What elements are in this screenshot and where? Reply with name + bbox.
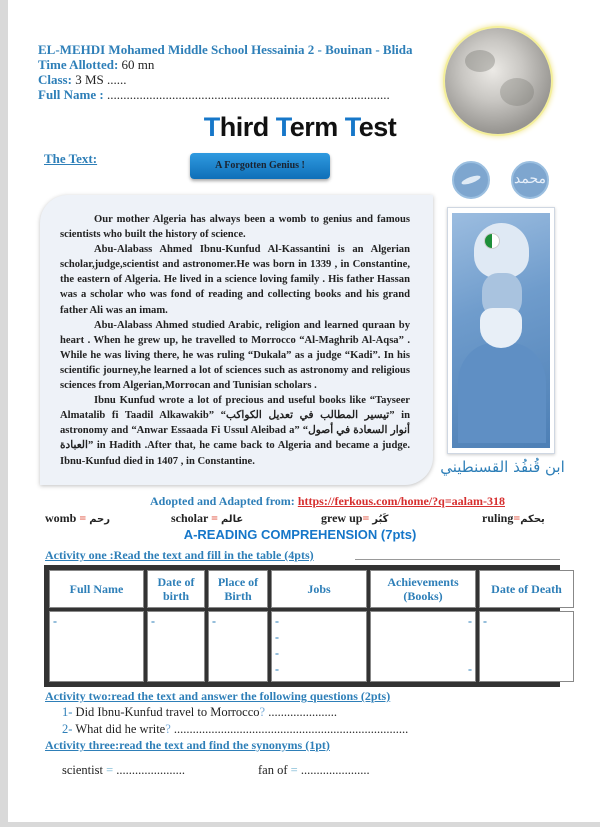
page-title: Third Term Test	[203, 112, 397, 142]
divider	[355, 559, 560, 560]
the-text-label: The Text:	[44, 151, 98, 166]
source-link[interactable]: https://ferkous.com/home/?q=aalam-318	[297, 494, 505, 508]
answer-table	[44, 565, 560, 687]
full-name-line: Full Name : .......................................................................................	[38, 87, 390, 102]
table-header: Achievements (Books)	[370, 570, 476, 608]
calligraphy-logo-icon: محمد	[511, 161, 549, 199]
glossary-item: grew up= كَبُر	[321, 511, 389, 525]
answer-blank[interactable]: ......................	[297, 763, 370, 777]
table-header: Full Name	[49, 570, 144, 608]
portrait-frame	[447, 207, 555, 454]
portrait-image	[452, 213, 550, 448]
passage-paragraph: Our mother Algeria has always been a womb to genius and famous scientists who built the history of science.	[60, 214, 410, 241]
answer-blank[interactable]: ...........................................................................	[170, 722, 409, 736]
glossary-item: scholar = عالم	[171, 511, 244, 525]
time-allotted: Time Allotted: 60 mn	[38, 57, 155, 72]
synonym-item: fan of = ......................	[258, 763, 370, 777]
glossary-item: womb = رحم	[45, 511, 110, 525]
answer-blank[interactable]: ......................	[265, 705, 337, 719]
table-cell-date-of-birth[interactable]: -	[147, 611, 205, 682]
passage-title-banner: A Forgotten Genius !	[190, 153, 330, 179]
activity-two-title: Activity two:read the text and answer the following questions (2pts)	[45, 689, 391, 703]
table-header: Date of Death	[479, 570, 574, 608]
activity-one-title: Activity one :Read the text and fill in the table (4pts)	[45, 548, 314, 562]
table-cell-achievements[interactable]: - -	[370, 611, 476, 682]
question-1: 1- Did Ibnu-Kunfud travel to Morrocco? ......................	[62, 705, 337, 719]
passage-paragraph: Ibnu Kunfud wrote a lot of precious and useful books like “Tayseer Almatalib fi Taadil Alkawakib” “تيسير المطالب في تعديل الكواكب” in astronomy and “Anwar Essaada Fi Ussul Aleibad a” “أنوار السعادة في أصول العبادة” in Hadith .After that, he came back to Algeria and became a judge. Ibnu-Kunfud died in 1407 , in Constantine.	[60, 395, 411, 467]
school-name: EL-MEHDI Mohamed Middle School Hessainia 2 - Bouinan - Blida	[38, 42, 413, 57]
algerian-flag-icon	[484, 233, 500, 249]
source-line: Adopted and Adapted from: https://ferkous.com/home/?q=aalam-318	[150, 494, 505, 508]
table-header: Jobs	[271, 570, 367, 608]
table-cell-place-of-birth[interactable]: -	[208, 611, 268, 682]
globe-logo-icon	[452, 161, 490, 199]
globe-ring-icon	[461, 174, 482, 186]
passage-paragraph: Abu-Alabass Ahmed studied Arabic, religion and learned quraan by heart . When he grew up, he travelled to Morrocco “Al-Maghrib Al-Aqsa” . While he was living there, he was ruling “Dukala” as a judge “Kadi”. In his scientific journey,he learned a lot of sciences such as astronomy and religious sciences from Algerian,Morrocan and Tunisian scholars .	[60, 319, 410, 392]
table-header: Place of Birth	[208, 570, 268, 608]
passage-paragraph: Abu-Alabass Ahmed Ibnu-Kunfud Al-Kassantini is an Algerian scholar,judge,scientist and astronomer.He was born in 1339 , in Constantine, the eastern of Algeria. He lived in a science loving family . His father Hassan was a scholar who was fond of reading and collecting books and his grand father Ali was an imam.	[60, 244, 410, 316]
answer-blank[interactable]: ......................	[113, 763, 186, 777]
section-title: A-READING COMPREHENSION (7pts)	[183, 527, 417, 542]
table-cell-jobs[interactable]: - - - -	[271, 611, 367, 682]
synonym-item: scientist = ......................	[62, 763, 186, 777]
question-2: 2- What did he write? ...........................................................................	[62, 722, 409, 736]
activity-three-title: Activity three:read the text and find the synonyms (1pt)	[45, 738, 330, 752]
glossary-item: ruling=يحكم	[482, 511, 545, 525]
reading-passage	[60, 212, 410, 469]
table-cell-date-of-death[interactable]: -	[479, 611, 574, 682]
table-cell-full-name[interactable]: -	[49, 611, 144, 682]
portrait-caption: ابن قُنفُذ القسنطيني	[440, 458, 565, 476]
exam-header	[38, 42, 413, 102]
class-line: Class: 3 MS ......	[38, 72, 127, 87]
table-header: Date of birth	[147, 570, 205, 608]
